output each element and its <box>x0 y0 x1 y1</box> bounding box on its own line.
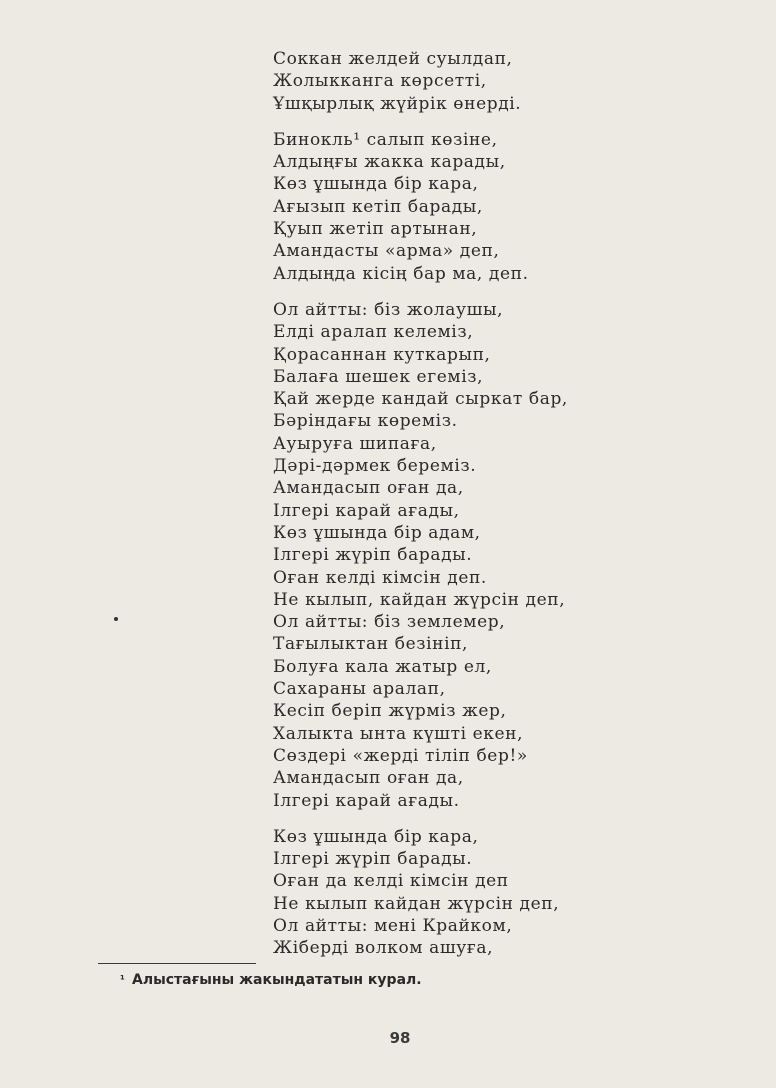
poem-line: Амандасты «арма» деп, <box>273 241 500 262</box>
poem-line: Ол айтты: біз жолаушы, <box>273 299 504 320</box>
poem-line: Жіберді волком ашуға, <box>273 938 494 959</box>
poem-line: Ауыруға шипаға, <box>273 433 437 454</box>
poem-line: Амандасып оған да, <box>273 768 464 789</box>
poem-line: Дәрі-дәрмек береміз. <box>273 456 477 477</box>
poem-line: Ұшқырлық жүйрік өнерді. <box>273 93 522 114</box>
stanza-3 <box>273 299 753 812</box>
poem-line: Сөздері «жерді тіліп бер!» <box>273 745 528 766</box>
stanza-1 <box>273 48 753 115</box>
poem-line: Ілгері карай ағады. <box>273 790 460 811</box>
ink-speck <box>114 617 118 621</box>
footnote-divider <box>98 963 256 964</box>
poem-line: Қуып жетіп артынан, <box>273 219 478 240</box>
poem-line: Ілгері карай ағады, <box>273 500 460 521</box>
poem-text <box>273 48 753 960</box>
footnote-text: Алыстағыны жакындататын курал. <box>132 972 422 988</box>
poem-line: Кесіп беріп жүрміз жер, <box>273 701 507 722</box>
poem-line: Алдыңғы жакка карады, <box>273 152 506 173</box>
poem-line: Көз ұшында бір кара, <box>273 826 479 847</box>
poem-line: Ол айтты: мені Крайком, <box>273 915 513 936</box>
poem-line: Бинокль¹ салып көзіне, <box>273 129 498 150</box>
poem-line: Алдыңда кісің бар ма, деп. <box>273 263 529 284</box>
stanza-4 <box>273 826 753 960</box>
poem-line: Ол айтты: біз землемер, <box>273 612 506 633</box>
poem-line: Сахараны аралап, <box>273 679 446 700</box>
poem-line: Амандасып оған да, <box>273 478 464 499</box>
page-number: 98 <box>389 1029 411 1047</box>
footnote-mark: ¹ <box>120 973 125 986</box>
poem-line: Тағылыктан безініп, <box>273 634 469 655</box>
poem-line: Оған да келді кімсін деп <box>273 871 509 892</box>
poem-line: Елді аралап келеміз, <box>273 322 474 343</box>
poem-line: Халыкта ынта күшті екен, <box>273 723 524 744</box>
poem-line: Көз ұшында бір адам, <box>273 522 481 543</box>
poem-line: Жолыкканга көрсетті, <box>273 71 487 92</box>
poem-line: Не кылып, кайдан жүрсін деп, <box>273 589 566 610</box>
poem-line: Балаға шешек егеміз, <box>273 366 484 387</box>
stanza-2 <box>273 129 753 285</box>
poem-line: Соккан желдей суылдап, <box>273 49 513 69</box>
poem-line: Не кылып кайдан жүрсін деп, <box>273 893 560 914</box>
poem-line: Болуға кала жатыр ел, <box>273 656 492 677</box>
poem-line: Бәріндағы көреміз. <box>273 411 458 432</box>
poem-line: Ағызып кетіп барады, <box>273 196 483 217</box>
poem-line: Оған келді кімсін деп. <box>273 567 487 588</box>
poem-line: Көз ұшында бір кара, <box>273 174 479 195</box>
poem-line: Ілгері жүріп барады. <box>273 849 473 870</box>
poem-line: Ілгері жүріп барады. <box>273 545 473 566</box>
poem-line: Қай жерде кандай сыркат бар, <box>273 389 568 410</box>
poem-line: Қорасаннан куткарып, <box>273 344 491 365</box>
